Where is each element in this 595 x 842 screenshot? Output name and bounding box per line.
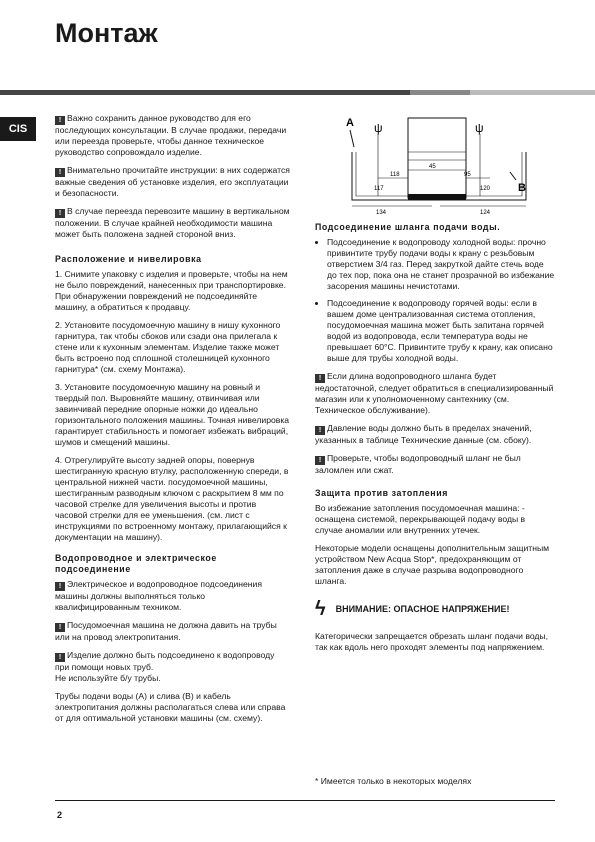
right-column	[315, 222, 555, 660]
header-rule-dark	[0, 90, 410, 95]
dim-120: 120	[480, 186, 491, 192]
dishwasher-base	[408, 194, 466, 200]
diagram-label-a: A	[346, 117, 354, 129]
warning-icon: !	[55, 209, 65, 218]
warning-icon: !	[55, 116, 65, 125]
footnote: * Имеется только в некоторых моделях	[315, 776, 472, 786]
paragraph-new-pipes: Изделие должно быть подсоединено к водопроводу при помощи новых труб.	[55, 650, 275, 672]
step-1-note: При обнаружении повреждений не подсоединяйте машину, а обратиться к продавцу.	[55, 291, 258, 312]
dim-124: 124	[480, 210, 491, 216]
warning-icon: !	[55, 653, 65, 662]
dim-134: 134	[376, 210, 387, 216]
warning-icon: !	[315, 426, 325, 435]
dim-118: 118	[390, 172, 400, 178]
paragraph-transport: В случае переезда перевозите машину в вертикальном положении. В случае крайней необходимости машина может быть положена задней стороной вниз.	[55, 206, 290, 239]
dim-117: 117	[374, 186, 384, 192]
step-1: 1. Снимите упаковку с изделия и проверьте, чтобы на нем не было повреждений, нанесенных при транспортировке.	[55, 269, 288, 290]
warning-icon: !	[55, 582, 65, 591]
heading-water-inlet: Подсоединение шланга подачи воды.	[315, 222, 501, 232]
paragraph-no-pressure: Посудомоечная машина не должна давить на трубы или на провод электропитания.	[55, 620, 277, 642]
installation-diagram	[340, 112, 540, 217]
warning-icon: !	[55, 623, 65, 632]
paragraph-pipe-position: Трубы подачи воды (А) и слива (В) и кабель электропитания должны располагаться слева или справа от для оптимальной установки машины (см. схему).	[55, 691, 286, 723]
paragraph-flood-system: Во избежание затопления посудомоечная машина: - оснащена системой, перекрывающей подачу воды в случае аномалии или внутренних утечек.	[315, 503, 526, 535]
dim-95: 95	[464, 172, 471, 178]
footer-rule	[55, 800, 555, 801]
tap-left-icon: ψ	[374, 121, 383, 135]
left-column	[55, 113, 290, 731]
heading-placement: Расположение и нивелировка	[55, 254, 202, 264]
paragraph-no-used-pipes: Не используйте б/у трубы.	[55, 673, 161, 683]
page-number: 2	[57, 810, 63, 820]
paragraph-acqua-stop: Некоторые модели оснащены дополнительным защитным устройством New Acqua Stop*, предохраняющим от затопления даже в случае разрыва водопроводного шланга.	[315, 543, 550, 586]
diagram-label-b: B	[518, 182, 526, 194]
step-2: 2. Установите посудомоечную машину в нишу кухонного гарнитура, так чтобы сбоков или сзади она прилегала к стене или к кухонным элементам. Изделие также может быть встроено под сплошной столешницей кухонного гарнитура* (см. схему Монтажа).	[55, 320, 281, 374]
warning-icon: !	[315, 374, 325, 383]
step-3: 3. Установите посудомоечную машину на ровный и твердый пол. Выровняйте машину, отвинчивая или завинчивай передние опорные ножки до идеально горизонтального положения машины. Точная нивелировка гарантирует стабильность и помогает избежать вибраций, шумов и смещений машины.	[55, 382, 290, 447]
page-title: Монтаж	[55, 18, 158, 48]
paragraph-keep-manual: Важно сохранить данное руководство для его последующих консультации. В случае продажи, передачи или переезда проверьте, чтобы данное техническое руководство сопровождало изделие.	[55, 113, 287, 157]
list-item-cold-water: • Подсоединение к водопроводу холодной воды: прочно привинтите трубу подачи воды к крану с резьбовым отверстием 3/4 газ. Перед закруткой дайте стечь воде до тех пор, пока она не станет прозрачной во избежание засорения машины нечистотами.	[327, 237, 555, 292]
tap-right-icon: ψ	[475, 121, 484, 135]
paragraph-do-not-cut: Категорически запрещается обрезать шланг подачи воды, так как вдоль него проходят элементы под напряжением.	[315, 631, 548, 652]
header-rule-light	[470, 90, 595, 95]
heading-connection: Водопроводное и электрическое подсоединение	[55, 553, 217, 574]
warning-icon: !	[315, 456, 325, 465]
language-tab: CIS	[0, 117, 36, 141]
warning-icon: !	[55, 168, 65, 177]
paragraph-qualified-tech: Электрическое и водопроводное подсоединения машины должны выполняться только квалифицированным техником.	[55, 579, 262, 612]
header-rule-gray	[410, 90, 470, 95]
lightning-bolt-icon: ϟ	[315, 598, 326, 620]
danger-voltage-warning: ВНИМАНИЕ: ОПАСНОЕ НАПРЯЖЕНИЕ!	[335, 603, 510, 614]
paragraph-hose-length: Если длина водопроводного шланга будет недостаточной, следует обратиться в специализированный магазин или к уполномоченному сантехнику (см. Техническое обслуживание).	[315, 371, 554, 415]
inlet-list	[315, 237, 555, 364]
step-4: 4. Отрегулируйте высоту задней опоры, повернув шестигранную красную втулку, расположенную спереди, в центральной нижней части. посудомоечной машины, шестигранным разводным ключом с раскрытием 8 мм по часовой стрелке для увеличения высоты и против часовой стрелки для ее уменьшения. (см. лист с инструкциями по встроенному монтажу, прилагающийся к документации на машину).	[55, 455, 289, 542]
paragraph-hose-kink: Проверьте, чтобы водопроводный шланг не был заломлен или сжат.	[315, 453, 521, 475]
dim-45: 45	[429, 164, 436, 170]
list-item-hot-water: • Подсоединение к водопроводу горячей воды: если в вашем доме централизованная система отопления, посудомоечная машина может быть запитана горячей водой из водопровода, если температура воды не превышает 60°С. Привинтите трубу к крану, как описано выше для трубы холодной воды.	[327, 298, 555, 364]
paragraph-water-pressure: Давление воды должно быть в пределах значений, указанных в таблице Технические данные (см. сбоку).	[315, 423, 532, 445]
paragraph-read-instructions: Внимательно прочитайте инструкции: в них содержатся важные сведения об установке изделия, его эксплуатации и безопасности.	[55, 165, 290, 198]
heading-flood-protection: Защита против затопления	[315, 488, 448, 498]
dishwasher-outline	[408, 118, 466, 198]
